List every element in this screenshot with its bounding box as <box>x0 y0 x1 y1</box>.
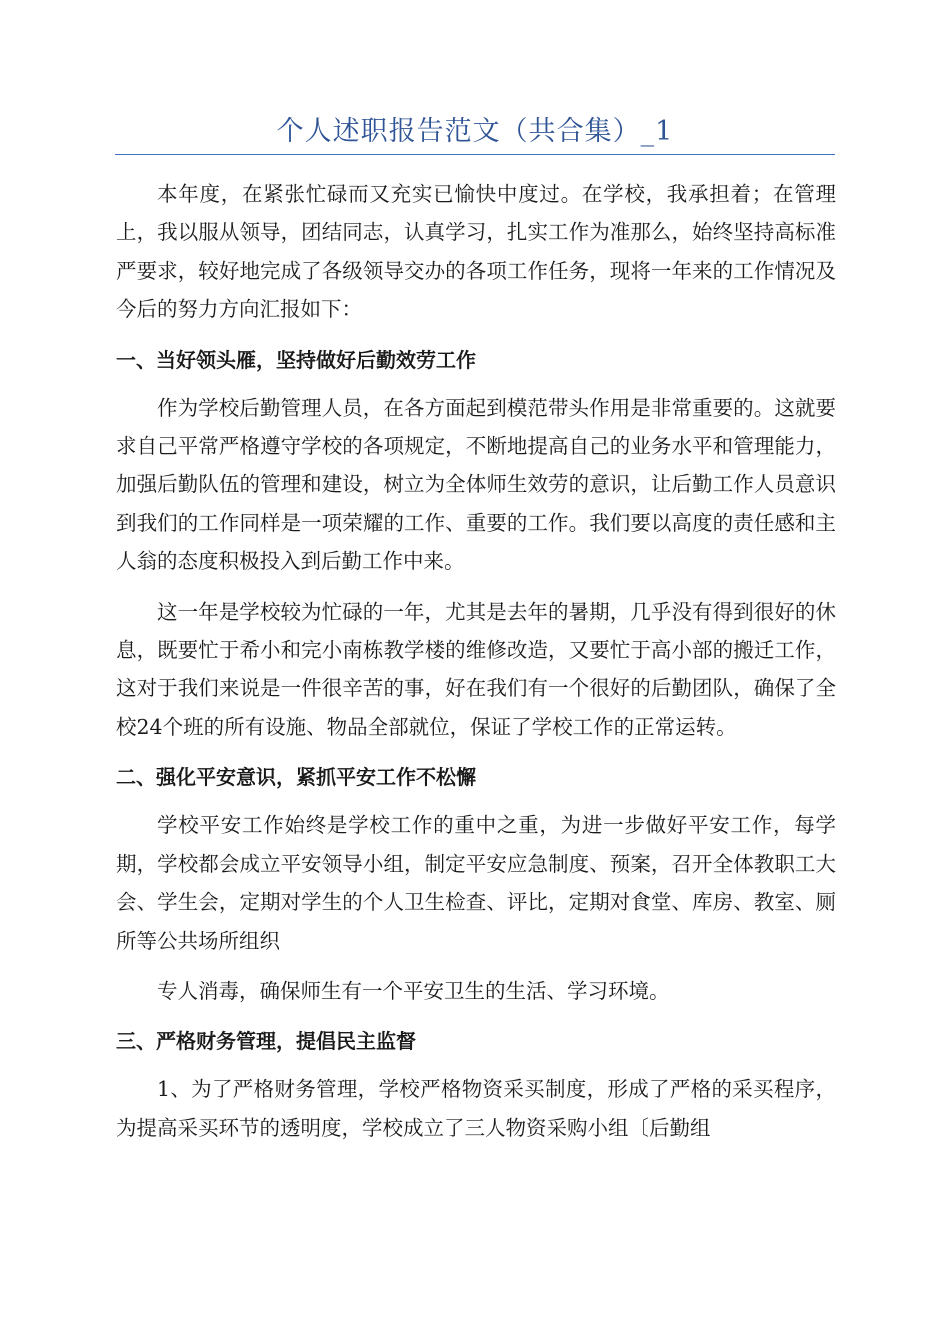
section-1-paragraph-1: 作为学校后勤管理人员，在各方面起到模范带头作用是非常重要的。这就要求自己平常严格遵守学校的各项规定，不断地提高自己的业务水平和管理能力，加强后勤队伍的管理和建设，树立为全体师生效劳的意识，让后勤工作人员意识到我们的工作同样是一项荣耀的工作、重要的工作。我们要以高度的责任感和主人翁的态度积极投入到后勤工作中来。 <box>116 395 836 574</box>
section-heading-1: 一、当好领头雁，坚持做好后勤效劳工作 <box>116 347 476 372</box>
intro-paragraph: 本年度，在紧张忙碌而又充实已愉快中度过。在学校，我承担着；在管理上，我以服从领导，团结同志，认真学习，扎实工作为准那么，始终坚持高标准严要求，较好地完成了各级领导交办的各项工作任务，现将一年来的工作情况及今后的努力方向汇报如下： <box>116 182 836 322</box>
section-heading-2: 二、强化平安意识，紧抓平安工作不松懈 <box>116 765 476 790</box>
section-heading-3: 三、严格财务管理，提倡民主监督 <box>116 1029 416 1054</box>
section-2-paragraph-1: 学校平安工作始终是学校工作的重中之重，为进一步做好平安工作，每学期，学校都会成立平安领导小组，制定平安应急制度、预案，召开全体教职工大会、学生会，定期对学生的个人卫生检查、评比，定期对食堂、库房、教室、厕所等公共场所组织 <box>116 813 836 953</box>
title-underline <box>115 154 835 155</box>
section-2-paragraph-2: 专人消毒，确保师生有一个平安卫生的生活、学习环境。 <box>157 978 670 1003</box>
section-3-paragraph-1: 1、为了严格财务管理，学校严格物资采买制度，形成了严格的采买程序，为提高采买环节的透明度，学校成立了三人物资采购小组〔后勤组 <box>116 1077 836 1140</box>
document-title: 个人述职报告范文（共合集）_1 <box>276 116 674 147</box>
section-1-paragraph-2: 这一年是学校较为忙碌的一年，尤其是去年的暑期，几乎没有得到很好的休息，既要忙于希小和完小南栋教学楼的维修改造，又要忙于高小部的搬迁工作，这对于我们来说是一件很辛苦的事，好在我们有一个很好的后勤团队，确保了全校24个班的所有设施、物品全部就位，保证了学校工作的正常运转。 <box>116 599 836 739</box>
document-body <box>116 175 836 1159</box>
